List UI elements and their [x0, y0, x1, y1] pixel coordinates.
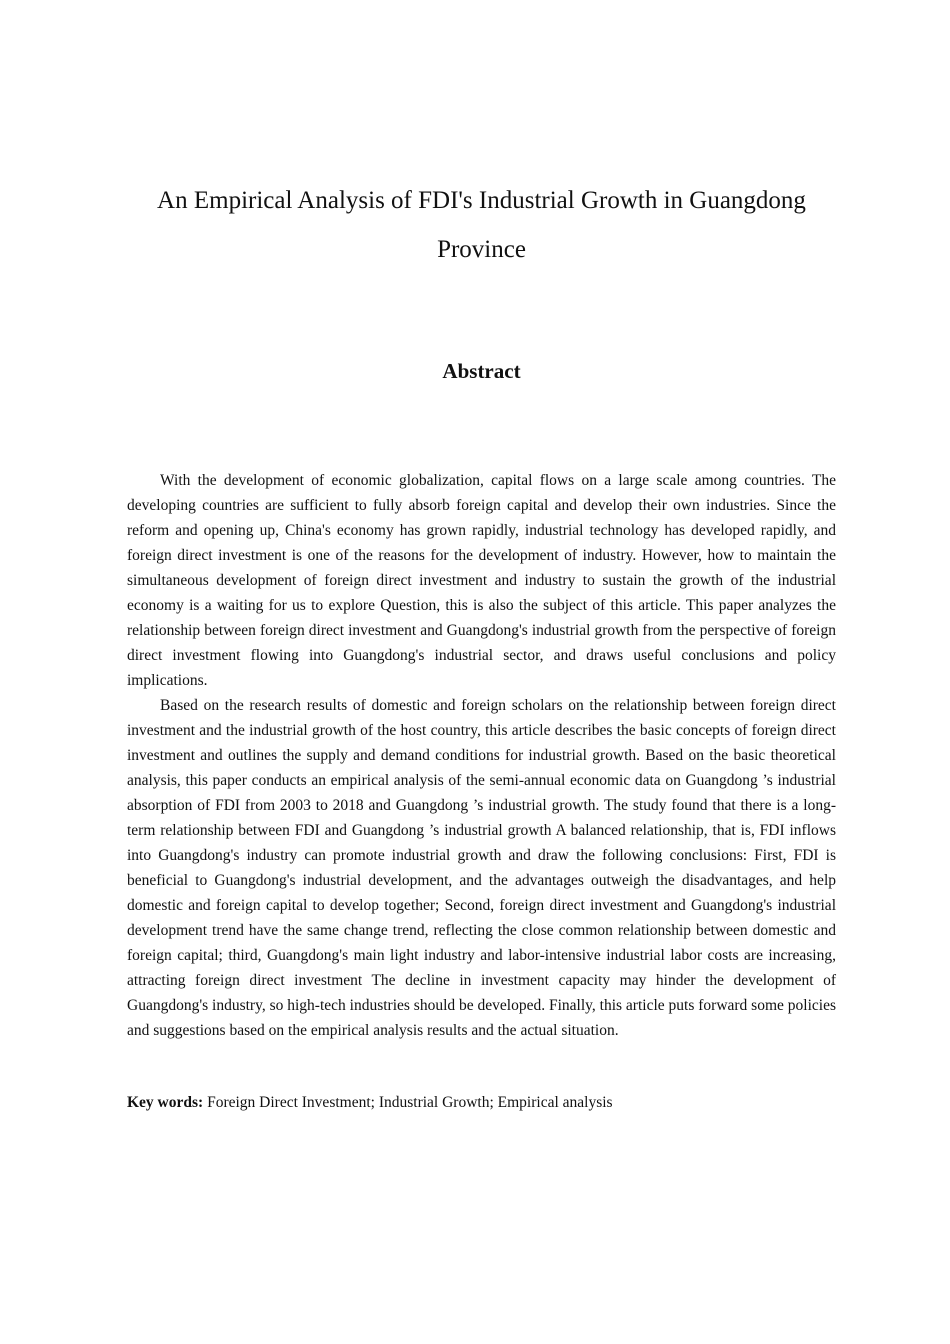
- abstract-paragraph-1: With the development of economic globalization, capital flows on a large scale among countries. The developing countries are sufficient to fully absorb foreign capital and develop their own industries. Since the reform and opening up, China's economy has grown rapidly, industrial technology has developed rapidly, and foreign direct investment is one of the reasons for the development of industry. However, how to maintain the simultaneous development of foreign direct investment and industry to sustain the growth of the industrial economy is a waiting for us to explore Question, this is also the subject of this article. This paper analyzes the relationship between foreign direct investment and Guangdong's industrial growth from the perspective of foreign direct investment flowing into Guangdong's industrial sector, and draws useful conclusions and policy implications.: [127, 472, 836, 689]
- abstract-paragraph-2: Based on the research results of domestic and foreign scholars on the relationship between foreign direct investment and the industrial growth of the host country, this article describes the basic concepts of foreign direct investment and outlines the supply and demand conditions for industrial growth. Based on the basic theoretical analysis, this paper conducts an empirical analysis of the semi-annual economic data on Guangdong ’s industrial absorption of FDI from 2003 to 2018 and Guangdong ’s industrial growth. The study found that there is a long-term relationship between FDI and Guangdong ’s industrial growth A balanced relationship, that is, FDI inflows into Guangdong's industry can promote industrial growth and draw the following conclusions: First, FDI is beneficial to Guangdong's industrial development, and the advantages outweigh the disadvantages, and help domestic and foreign capital to develop together; Second, foreign direct investment and Guangdong's industrial development trend have the same change trend, reflecting the close common relationship between domestic and foreign capital; third, Guangdong's main light industry and labor-intensive industrial labor costs are increasing, attracting foreign direct investment The decline in investment capacity may hinder the development of Guangdong's industry, so high-tech industries should be developed. Finally, this article puts forward some policies and suggestions based on the empirical analysis results and the actual situation.: [127, 697, 836, 1039]
- keywords-text: Foreign Direct Investment; Industrial Growth; Empirical analysis: [203, 1094, 613, 1111]
- keywords-label: Key words:: [127, 1094, 204, 1111]
- keywords-line: [127, 1090, 836, 1115]
- paper-title: An Empirical Analysis of FDI's Industrial Growth in Guangdong Province: [157, 187, 806, 263]
- abstract-body: [127, 468, 836, 1043]
- abstract-heading: Abstract: [442, 359, 521, 383]
